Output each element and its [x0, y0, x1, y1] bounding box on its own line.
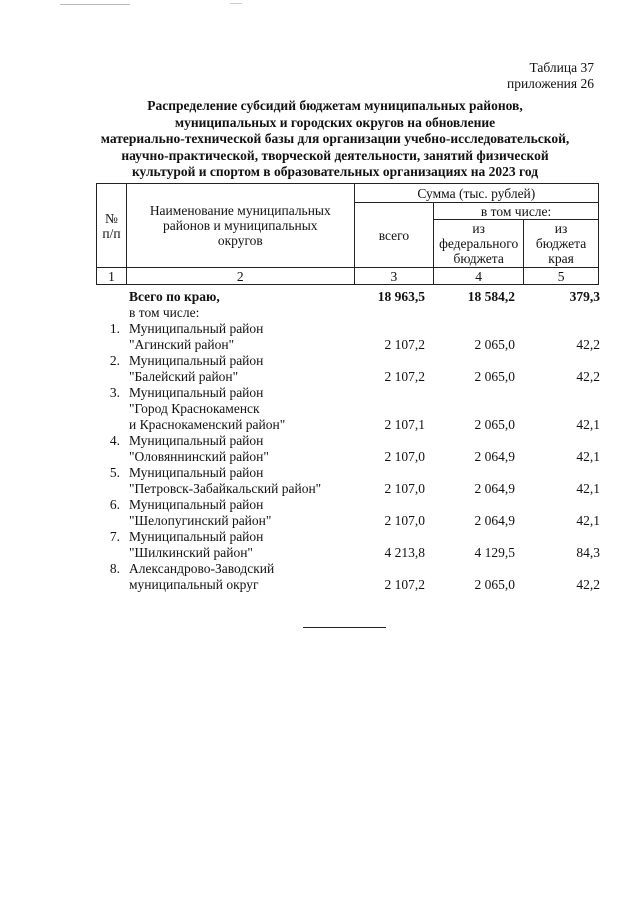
row-name-line: Муниципальный район: [129, 465, 264, 480]
table-row: [96, 433, 599, 465]
table-row: [96, 321, 599, 353]
row-name-line: муниципальный округ: [129, 577, 259, 592]
title-line: научно-практической, творческой деятельности, занятий физической: [121, 147, 549, 163]
header-regional: из бюджета края: [524, 220, 599, 268]
row-regional: 42,1: [576, 513, 600, 528]
table-header: [96, 183, 599, 285]
row-total: 2 107,0: [384, 513, 425, 528]
row-name: [129, 561, 354, 593]
row-federal: 2 065,0: [474, 577, 515, 592]
scan-artifact: [0, 0, 640, 8]
row-federal: 2 064,9: [474, 513, 515, 528]
row-name-line: Александрово-Заводский: [129, 561, 275, 576]
title-line: материально-технической базы для организации учебно-исследовательской,: [100, 131, 570, 146]
row-regional: 42,1: [576, 449, 600, 464]
row-regional: 42,1: [576, 481, 600, 496]
scan-artifact-stroke: [60, 4, 130, 5]
index-cell: 1: [97, 268, 127, 285]
row-total: 2 107,1: [384, 417, 425, 432]
index-cell: 5: [524, 268, 599, 285]
row-number: 2.: [109, 353, 120, 368]
row-name: [129, 433, 354, 465]
row-number: 1.: [109, 321, 120, 336]
row-total: 2 107,0: [384, 481, 425, 496]
table-number: Таблица 37: [529, 60, 594, 75]
table-row: [96, 465, 599, 497]
row-name: [129, 497, 354, 529]
header-num: № п/п: [97, 184, 127, 268]
sub-label-row: [96, 305, 599, 321]
row-number: 5.: [109, 465, 120, 480]
row-name-line: "Шилкинский район": [129, 545, 253, 560]
document-title: [70, 98, 600, 181]
row-total: 2 107,0: [384, 449, 425, 464]
header-sum: Сумма (тыс. рублей): [354, 184, 598, 203]
index-cell: 4: [434, 268, 524, 285]
row-name-line: Муниципальный район: [129, 529, 264, 544]
index-cell: 2: [126, 268, 354, 285]
row-federal: 2 065,0: [474, 369, 515, 384]
header-federal: из федерального бюджета: [434, 220, 524, 268]
row-regional: 42,2: [576, 577, 600, 592]
header-name: Наименование муниципальных районов и муниципальных округов: [126, 184, 354, 268]
row-total: 2 107,2: [384, 369, 425, 384]
total-regional: 379,3: [569, 289, 600, 304]
title-line: культурой и спортом в образовательных организациях на 2023 год: [131, 164, 539, 179]
total-federal: 18 584,2: [467, 289, 515, 304]
row-name-line: "Агинский район": [129, 337, 235, 352]
row-name: [129, 385, 354, 433]
row-name-line: Муниципальный район: [129, 353, 264, 368]
table-row: [96, 353, 599, 385]
row-number: 8.: [109, 561, 120, 576]
total-sum: 18 963,5: [377, 289, 425, 304]
title-line: Распределение субсидий бюджетам муниципальных районов,: [147, 98, 523, 113]
table-row: [96, 385, 599, 433]
row-name-line: Муниципальный район: [129, 497, 264, 512]
row-total: 4 213,8: [384, 545, 425, 560]
table-row: [96, 561, 599, 593]
row-name: [129, 353, 354, 385]
row-name: [129, 321, 354, 353]
row-regional: 42,2: [576, 369, 600, 384]
row-federal: 2 064,9: [474, 449, 515, 464]
row-name-line: "Шелопугинский район": [129, 513, 272, 528]
row-name-line: Муниципальный район: [129, 321, 264, 336]
row-name-line: Муниципальный район: [129, 433, 264, 448]
row-name-line: "Петровск-Забайкальский район": [129, 481, 322, 496]
index-cell: 3: [354, 268, 434, 285]
table-row: [96, 529, 599, 561]
row-name: [129, 465, 354, 497]
end-divider: [303, 627, 386, 628]
row-name-line: "Оловяннинский район": [129, 449, 269, 464]
row-name-line: "Балейский район": [129, 369, 239, 384]
rows-container: [96, 321, 599, 593]
row-name: [129, 529, 354, 561]
appendix-number: приложения 26: [506, 76, 594, 91]
sub-label: в том числе:: [129, 305, 200, 320]
row-total: 2 107,2: [384, 337, 425, 352]
row-number: 6.: [109, 497, 120, 512]
row-federal: 4 129,5: [474, 545, 515, 560]
row-number: 3.: [109, 385, 120, 400]
row-name-line: и Краснокаменский район": [129, 417, 286, 432]
row-name-line: Муниципальный район: [129, 385, 264, 400]
total-row: [96, 289, 599, 305]
total-label: Всего по краю,: [129, 289, 220, 304]
row-total: 2 107,2: [384, 577, 425, 592]
row-regional: 42,1: [576, 417, 600, 432]
row-federal: 2 064,9: [474, 481, 515, 496]
table-row: [96, 497, 599, 529]
row-federal: 2 065,0: [474, 337, 515, 352]
table-body: [96, 289, 599, 593]
header-total: всего: [354, 203, 434, 268]
row-number: 4.: [109, 433, 120, 448]
row-name-line: "Город Краснокаменск: [129, 401, 260, 416]
row-regional: 84,3: [576, 545, 600, 560]
title-line: муниципальных и городских округов на обновление: [174, 114, 496, 130]
table-reference: [507, 60, 594, 92]
row-number: 7.: [109, 529, 120, 544]
row-regional: 42,2: [576, 337, 600, 352]
header-incl: в том числе:: [434, 203, 599, 220]
scan-artifact-dot: [230, 3, 242, 4]
row-federal: 2 065,0: [474, 417, 515, 432]
